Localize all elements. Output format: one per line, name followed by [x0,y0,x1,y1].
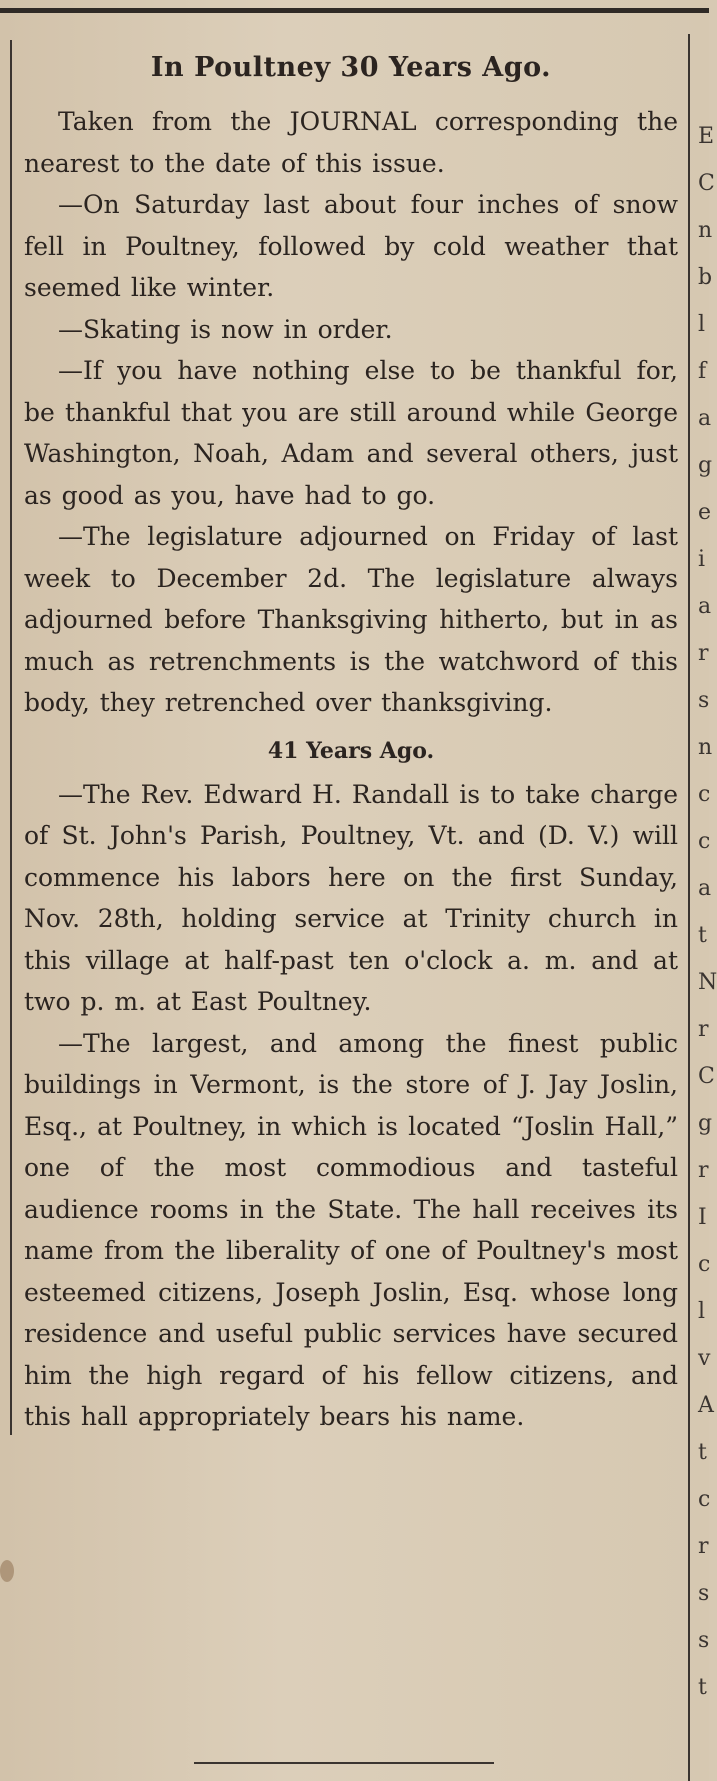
adjacent-column-letter: A [698,1393,714,1418]
adjacent-column-letter: r [698,1158,709,1183]
adjacent-column-letter: I [698,1205,707,1230]
adjacent-column-letter: a [698,876,712,901]
adjacent-column-letter: g [698,1111,713,1136]
bottom-rule [194,1762,494,1764]
adjacent-column-letter: c [698,1487,711,1512]
article-paragraph: —If you have nothing else to be thankful for, be thankful that you are still around while George Washington, Noah, Adam and several others, just as good as you, have had to go. [24,356,678,510]
adjacent-column-letter: t [698,923,707,948]
article-paragraph: —Skating is now in order. [58,314,393,344]
adjacent-column-letter: n [698,218,713,243]
article-paragraph: —On Saturday last about four inches of snow fell in Poultney, followed by cold weather that seemed like winter. [24,190,678,302]
section-subheading: 41 Years Ago. [267,737,435,764]
adjacent-column-letter: r [698,1017,709,1042]
top-rule [0,8,709,13]
article-paragraph: —The Rev. Edward H. Randall is to take charge of St. John's Parish, Poultney, Vt. and (D. V.) will commence his labors here on the first Sunday, Nov. 28th, holding service at Trinity church in this village at half-past ten o'clock a. m. and at two p. m. at East Poultney. [24,779,678,1016]
adjacent-column-letter: e [698,500,712,525]
adjacent-column-letter: i [698,547,706,572]
right-column-rule [688,34,690,1781]
adjacent-column-letter: s [698,1581,710,1606]
adjacent-column-letter: t [698,1440,707,1465]
adjacent-column-letter: N [698,970,717,995]
adjacent-column-letter: c [698,782,711,807]
article-paragraph: Taken from the JOURNAL corresponding the nearest to the date of this issue. [24,107,678,178]
article-paragraph: —The largest, and among the finest public buildings in Vermont, is the store of J. Jay Joslin, Esq., at Poultney, in which is located “Joslin Hall,” one of the most commodious and tasteful audience rooms in the State. The hall receives its name from the liberality of one of Poultney's most esteemed citizens, Joseph Joslin, Esq. whose long residence and useful public services have secured him the high regard of his fellow citizens, and this hall appropriately bears his name. [24,1028,678,1431]
adjacent-column-letter: r [698,1534,709,1559]
adjacent-column-letter: r [698,641,709,666]
adjacent-column-letter: C [698,171,715,196]
article-title: In Poultney 30 Years Ago. [150,52,552,83]
adjacent-column-letter: s [698,688,710,713]
adjacent-column-letter: g [698,453,713,478]
adjacent-column-letter: c [698,829,711,854]
adjacent-column-fragment [692,34,717,1781]
article-paragraph: —The legislature adjourned on Friday of last week to December 2d. The legislature always adjourned before Thanksgiving hitherto, but in as much as retrenchments is the watchword of this body, they retrenched over thanksgiving. [24,522,678,717]
adjacent-column-letter: l [698,312,706,337]
adjacent-column-letter: s [698,1628,710,1653]
adjacent-column-letter: C [698,1064,715,1089]
left-column-rule [10,40,12,1435]
adjacent-column-letter: c [698,1252,711,1277]
adjacent-column-letter: E [698,124,715,149]
adjacent-column-letter: f [698,359,707,384]
adjacent-column-letter: n [698,735,713,760]
adjacent-column-letter: b [698,265,713,290]
adjacent-column-letter: v [698,1346,711,1371]
adjacent-column-letter: t [698,1675,707,1700]
adjacent-column-letter: l [698,1299,706,1324]
adjacent-column-letter: a [698,594,712,619]
article-column [24,52,678,1438]
adjacent-column-letter: a [698,406,712,431]
ink-stain [0,1560,14,1582]
